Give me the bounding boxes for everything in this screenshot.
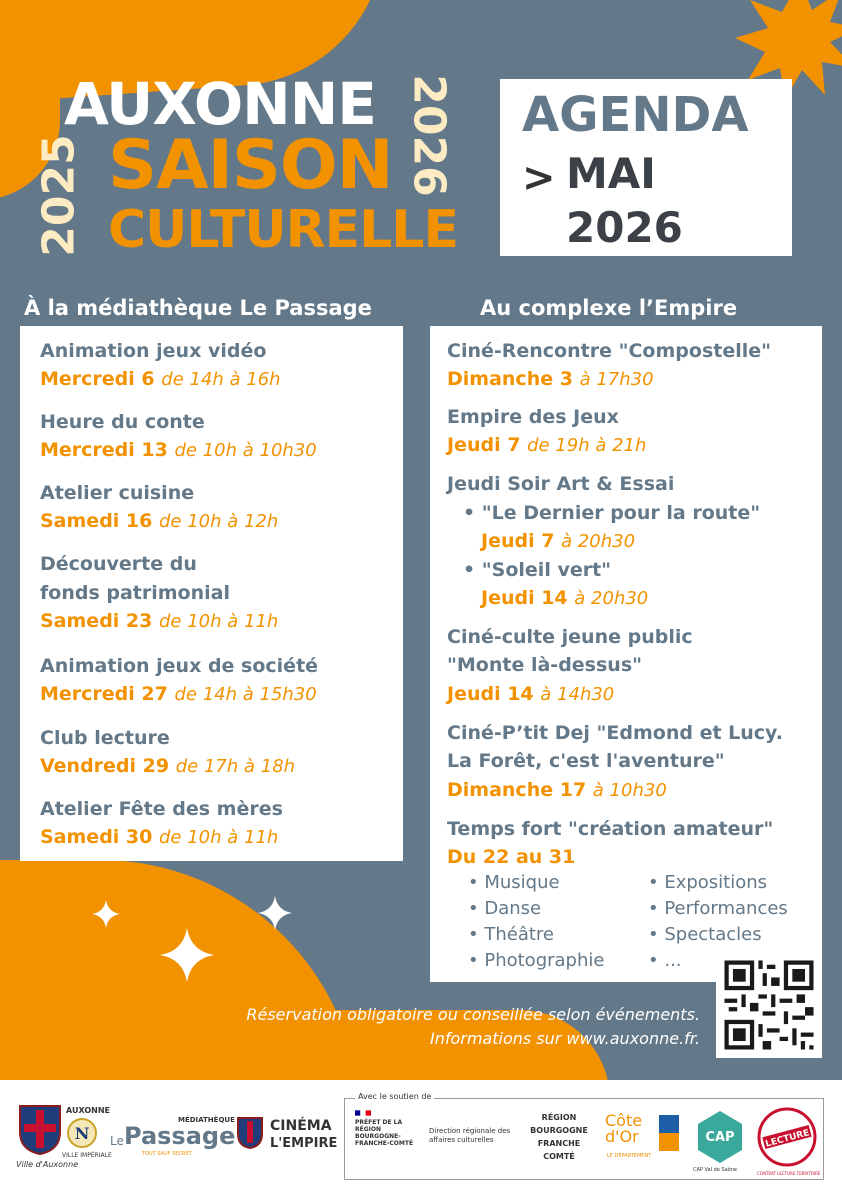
right-column-heading: Au complexe l’Empire	[480, 296, 738, 320]
event-title: Animation jeux vidéo	[40, 340, 267, 362]
event-title-line2: fonds patrimonial	[40, 582, 230, 604]
mediatheque-label: MÉDIATHÈQUE	[178, 1116, 235, 1124]
event-day: Mercredi 13 de 10h à 10h30	[40, 439, 317, 461]
event-title: Ciné-Rencontre "Compostelle"	[447, 340, 772, 362]
event-title-line2: La Forêt, c'est l'aventure"	[447, 750, 725, 772]
reservation-note: Réservation obligatoire ou conseillée selon événements.	[246, 1005, 700, 1024]
auxonne-coat-of-arms-icon	[18, 1104, 62, 1156]
ville-imperiale: VILLE IMPÉRIALE	[62, 1152, 112, 1159]
passage-logo: Passage	[124, 1122, 236, 1150]
left-events-panel	[20, 326, 403, 861]
sparkle-icon	[258, 896, 292, 930]
list-item: • ...	[648, 950, 682, 971]
left-column-heading: À la médiathèque Le Passage	[24, 296, 372, 320]
event-day: Du 22 au 31	[447, 846, 576, 868]
event-day: Jeudi 7 de 19h à 21h	[447, 434, 647, 456]
support-box	[344, 1092, 824, 1180]
prefet-label: PRÉFET DE LA RÉGION BOURGOGNE-FRANCHE-COMTÉ	[355, 1119, 414, 1147]
event-day: Mercredi 6 de 14h à 16h	[40, 368, 281, 390]
film-item: • "Soleil vert"	[463, 559, 612, 581]
cap-val-de-saone-icon	[695, 1109, 745, 1165]
event-day: Samedi 23 de 10h à 11h	[40, 610, 279, 632]
event-day: Jeudi 7 à 20h30	[481, 530, 636, 552]
svg-text:N: N	[74, 1124, 90, 1143]
cinema-label: CINÉMA	[270, 1118, 332, 1134]
svg-text:CAP: CAP	[705, 1130, 735, 1145]
ville-script: Ville d'Auxonne	[16, 1160, 79, 1169]
passage-tagline: TOUT SAUF SECRET	[142, 1151, 192, 1157]
logo-strip	[0, 1080, 842, 1191]
imperial-eagle-icon	[66, 1116, 98, 1150]
event-day: Mercredi 27 de 14h à 15h30	[40, 683, 317, 705]
marianne-flag-icon	[355, 1109, 371, 1117]
list-item: • Musique	[468, 872, 560, 893]
region-logo: RÉGION BOURGOGNE FRANCHE COMTÉ	[530, 1113, 588, 1161]
event-day: Jeudi 14 à 14h30	[447, 683, 615, 705]
title-saison: SAISON	[108, 126, 393, 205]
sparkle-icon	[160, 928, 214, 982]
title-culturelle: CULTURELLE	[108, 200, 458, 260]
agenda-label: AGENDA	[522, 87, 749, 143]
info-note: Informations sur www.auxonne.fr.	[429, 1029, 700, 1048]
list-item: • Spectacles	[648, 924, 762, 945]
soutien-label: Avec le soutien de	[355, 1092, 434, 1101]
event-day: Jeudi 14 à 20h30	[481, 587, 649, 609]
cote-dor-logo: Côte d'Or	[605, 1111, 643, 1146]
event-title: Ciné-P’tit Dej "Edmond et Lucy.	[447, 722, 783, 744]
auxonne-logo-name: AUXONNE	[66, 1106, 110, 1115]
sparkle-icon	[92, 900, 120, 928]
cap-label: CAP Val de Saône	[693, 1167, 737, 1173]
event-title: Atelier Fête des mères	[40, 798, 283, 820]
event-title: Temps fort "création amateur"	[447, 818, 774, 840]
list-item: • Performances	[648, 898, 788, 919]
list-item: • Danse	[468, 898, 542, 919]
right-events-panel	[430, 326, 822, 982]
qr-code[interactable]	[716, 952, 822, 1058]
qr-code-icon	[716, 952, 822, 1058]
list-item: • Théâtre	[468, 924, 554, 945]
event-day: Vendredi 29 de 17h à 18h	[40, 755, 296, 777]
agenda-arrow: >	[522, 155, 556, 201]
cote-dor-flag-icon	[659, 1115, 679, 1151]
contrat-label: CONTRAT LECTURE TERRITOIRE	[757, 1171, 821, 1176]
list-item: • Photographie	[468, 950, 605, 971]
list-item: • Expositions	[648, 872, 768, 893]
event-day: Dimanche 3 à 17h30	[447, 368, 654, 390]
event-day: Samedi 30 de 10h à 11h	[40, 826, 279, 848]
empire-shield-icon	[236, 1116, 264, 1150]
event-title-line2: "Monte là-dessus"	[447, 654, 643, 676]
event-title: Découverte du	[40, 553, 197, 575]
event-title: Ciné-culte jeune public	[447, 626, 693, 648]
agenda-month: MAI	[566, 149, 656, 198]
event-title: Atelier cuisine	[40, 482, 195, 504]
drac-label: Direction régionale des affaires culturelles	[429, 1127, 511, 1144]
svg-text:LECTURE: LECTURE	[764, 1128, 811, 1150]
event-day: Dimanche 17 à 10h30	[447, 779, 667, 801]
event-title: Club lecture	[40, 727, 170, 749]
agenda-year: 2026	[566, 203, 683, 252]
film-item: • "Le Dernier pour la route"	[463, 502, 761, 524]
year-right: 2026	[403, 74, 455, 197]
event-day: Samedi 16 de 10h à 12h	[40, 510, 279, 532]
contrat-lecture-badge-icon	[757, 1105, 817, 1171]
departement-label: LE DÉPARTEMENT	[607, 1153, 652, 1159]
event-title: Jeudi Soir Art & Essai	[447, 473, 675, 495]
le-label: Le	[110, 1134, 124, 1148]
year-left: 2025	[33, 134, 85, 257]
empire-label: L'EMPIRE	[270, 1136, 338, 1151]
event-title: Animation jeux de société	[40, 655, 319, 677]
event-title: Heure du conte	[40, 411, 205, 433]
event-title: Empire des Jeux	[447, 406, 619, 428]
agenda-box	[500, 79, 792, 256]
title-auxonne: AUXONNE	[64, 70, 376, 138]
